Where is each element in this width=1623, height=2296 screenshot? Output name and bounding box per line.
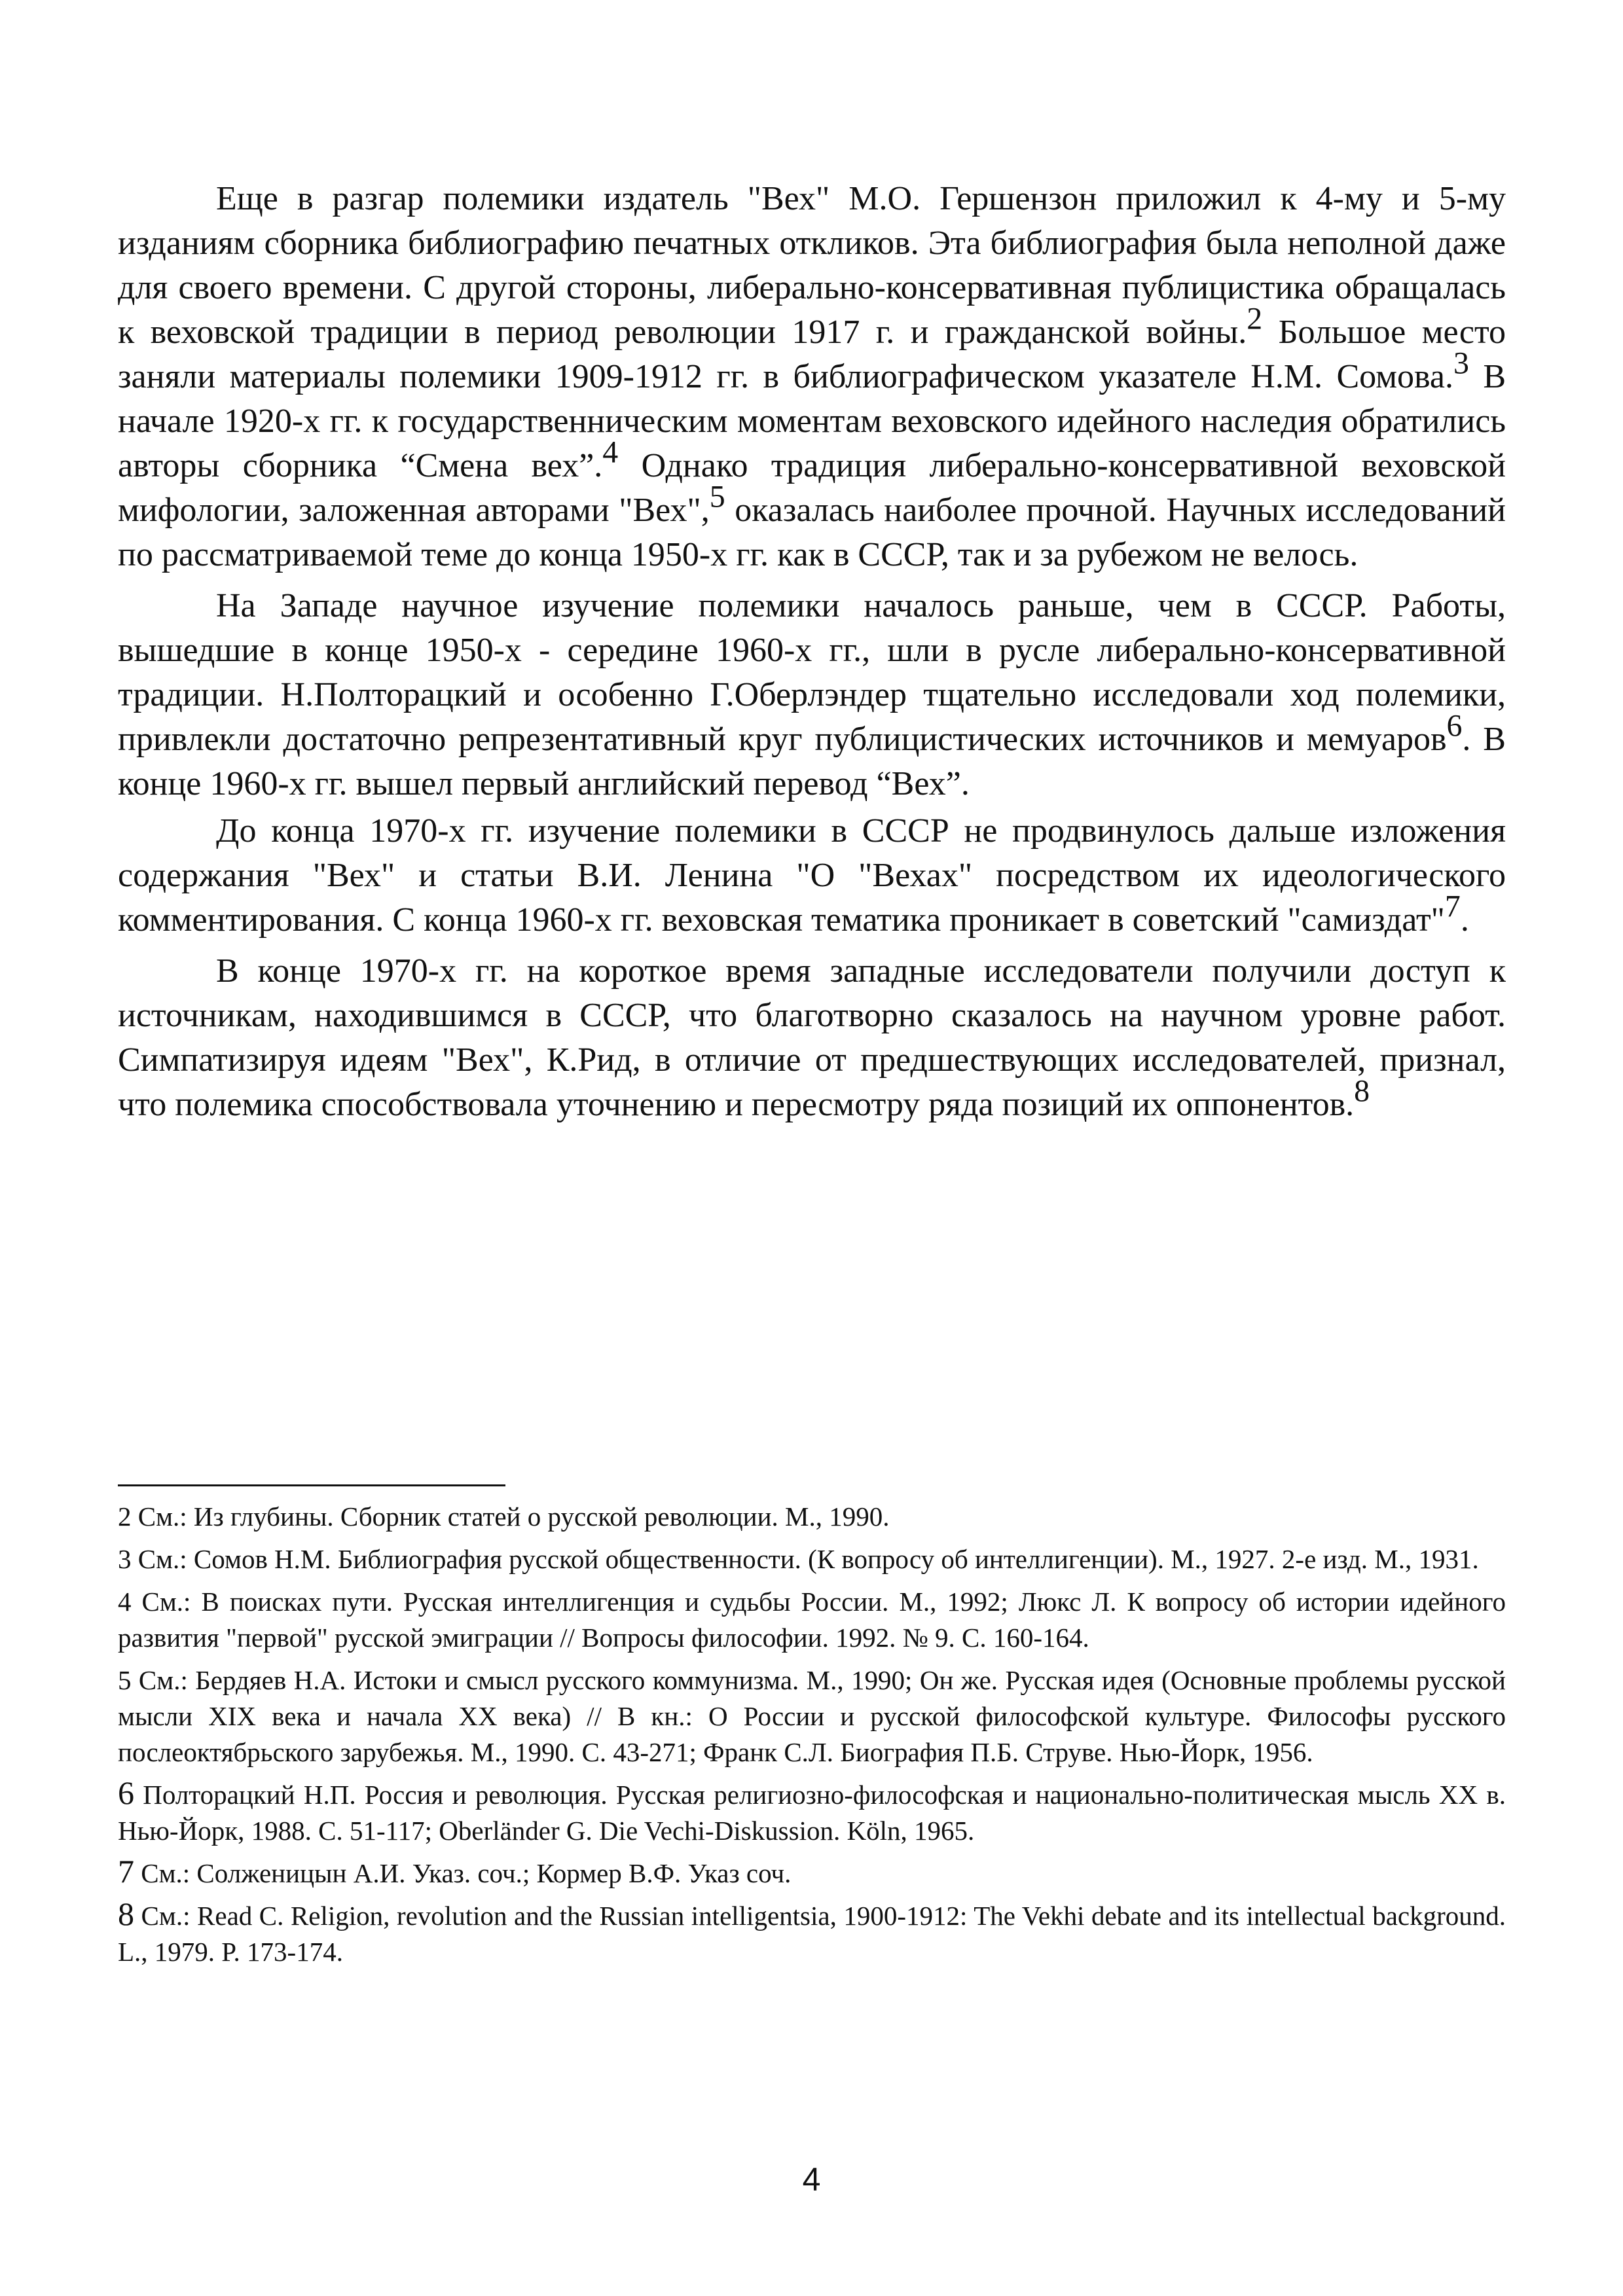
footnote	[118, 1774, 1506, 1849]
paragraph	[118, 809, 1506, 942]
paragraph-text: Однако традиция либерально-консервативной веховской мифологии, заложенная авторами "Вех",	[118, 447, 1506, 529]
footnote-text: См.: В поисках пути. Русская интеллигенция и судьбы России. М., 1992; Люкс Л. К вопросу об истории идейного развития "первой" русской эмиграции // Вопросы философии. 1992. № 9. С. 160-164.	[118, 1587, 1506, 1653]
footnote	[118, 1853, 1506, 1892]
footnote-number: 7	[118, 1853, 134, 1890]
footnote	[118, 1541, 1506, 1577]
footnote-text: См.: Солженицын А.И. Указ. соч.; Кормер В.Ф. Указ соч.	[134, 1858, 792, 1888]
paragraph-text: оказалась наиболее прочной. Научных исследований по рассматриваемой теме до конца 1950-х гг. как в СССР, так и за рубежом не велось.	[118, 492, 1506, 573]
footnote-ref: 6	[1446, 708, 1463, 744]
footnote-ref: 5	[709, 479, 725, 514]
paragraph	[118, 177, 1506, 577]
footnote-number: 8	[118, 1895, 134, 1932]
main-text	[118, 177, 1506, 1134]
paragraph-text: Большое место заняли материалы полемики 1909-1912 гг. в библиографическом указателе Н.М. Сомова.	[118, 314, 1506, 395]
paragraph-text: . В конце 1960-х гг. вышел первый английский перевод “Вех”.	[118, 721, 1506, 802]
footnote	[118, 1499, 1506, 1535]
page-number: 4	[802, 2161, 821, 2198]
footnote-ref: 4	[602, 435, 619, 470]
footnote-ref: 8	[1354, 1073, 1370, 1109]
footnote-text: См.: Сомов Н.М. Библиография русской общественности. (К вопросу об интеллигенции). М., 1927. 2-е изд. М., 1931.	[131, 1544, 1479, 1574]
paragraph-text: До конца 1970-х гг. изучение полемики в СССР не продвинулось дальше изложения содержания "Вех" и статьи В.И. Ленина "О "Вехах" посредством их идеологического комментирования. С конца 1960-х гг. веховская тематика проникает в советский "самиздат"	[118, 812, 1506, 939]
footnote	[118, 1662, 1506, 1770]
paragraph-text: Еще в разгар полемики издатель "Вех" М.О. Гершензон приложил к 4-му и 5-му изданиям сборника библиографию печатных откликов. Эта библиография была неполной даже для своего времени. С другой стороны, либерально-консервативная публицистика обращалась к веховской традиции в период революции 1917 г. и гражданской войны.	[118, 180, 1506, 351]
footnote-number: 6	[118, 1774, 134, 1811]
footnote-ref: 2	[1247, 301, 1263, 336]
footnote-ref: 7	[1444, 889, 1461, 924]
footnote-ref: 3	[1453, 346, 1469, 381]
footnote-text: См.: Из глубины. Сборник статей о русской революции. М., 1990.	[131, 1501, 890, 1532]
footnote-separator	[118, 1484, 505, 1486]
footnote	[118, 1895, 1506, 1970]
footnote-number: 5	[118, 1665, 132, 1695]
footnote-number: 3	[118, 1544, 132, 1574]
footnote-text: См.: Бердяев Н.А. Истоки и смысл русского коммунизма. М., 1990; Он же. Русская идея (Основные проблемы русской мысли XIX века и начала XX века) // В кн.: О России и русской философской культуре. Философы русского послеоктябрьского зарубежья. М., 1990. С. 43-271; Франк С.Л. Биография П.Б. Струве. Нью-Йорк, 1956.	[118, 1665, 1506, 1767]
paragraph-text: .	[1460, 901, 1469, 939]
paragraph	[118, 949, 1506, 1127]
footnote-number: 2	[118, 1501, 132, 1532]
paragraph-text: В конце 1970-х гг. на короткое время западные исследователи получили доступ к источникам, находившимся в СССР, что благотворно сказалось на научном уровне работ. Симпатизируя идеям "Вех", К.Рид, в отличие от предшествующих исследователей, признал, что полемика способствовала уточнению и пересмотру ряда позиций их оппонентов.	[118, 952, 1506, 1123]
footnotes	[118, 1499, 1506, 1977]
footnote-number: 4	[118, 1587, 132, 1617]
paragraph-text: В начале 1920-х гг. к государственническим моментам веховского идейного наследия обратились авторы сборника “Смена вех”.	[118, 358, 1506, 484]
paragraph	[118, 584, 1506, 806]
footnote-text: См.: Read C. Religion, revolution and the Russian intelligentsia, 1900-1912: The Vekhi debate and its intellectual background. L., 1979. P. 173-174.	[118, 1901, 1506, 1967]
footnote	[118, 1584, 1506, 1656]
paragraph-text: На Западе научное изучение полемики началось раньше, чем в СССР. Работы, вышедшие в конце 1950-х - середине 1960-х гг., шли в русле либерально-консервативной традиции. Н.Полторацкий и особенно Г.Оберлэндер тщательно исследовали ход полемики, привлекли достаточно репрезентативный круг публицистических источников и мемуаров	[118, 587, 1506, 758]
footnote-text: Полторацкий Н.П. Россия и революция. Русская религиозно-философская и национально-политическая мысль XX в. Нью-Йорк, 1988. С. 51-117; Oberländer G. Die Vechi-Diskussion. Köln, 1965.	[118, 1780, 1506, 1846]
